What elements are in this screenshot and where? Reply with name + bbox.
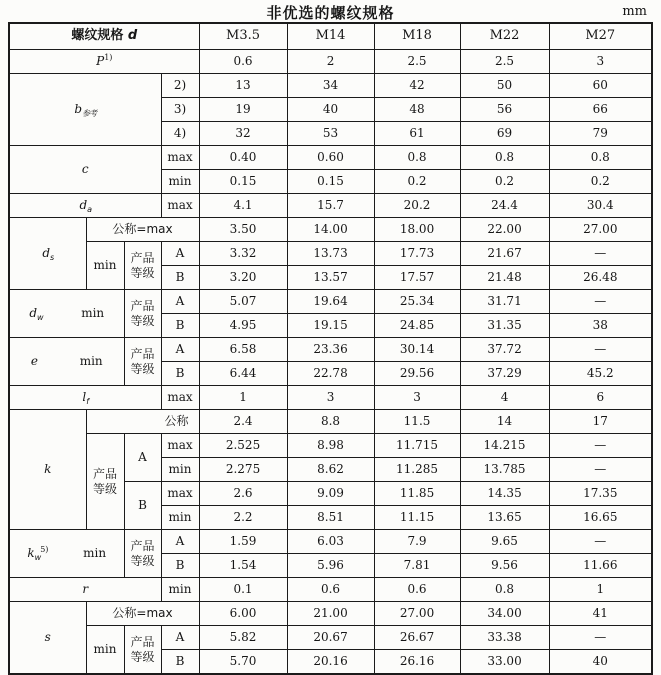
table-cell: 20.67 [287,626,374,650]
table-cell: A [161,338,199,362]
table-cell: — [549,434,652,458]
table-cell: 3.50 [199,218,287,242]
header-cell: 螺纹规格 d [9,23,199,50]
table-row [9,530,652,554]
table-cell: 0.8 [374,146,460,170]
table-cell: 22.78 [287,362,374,386]
table-cell: 61 [374,122,460,146]
table-cell: 21.67 [460,242,549,266]
table-cell: 22.00 [460,218,549,242]
table-cell: 公称=max [86,218,199,242]
table-cell: 24.4 [460,194,549,218]
table-cell: 4.95 [199,314,287,338]
table-cell: 0.2 [374,170,460,194]
table-cell: 9.56 [460,554,549,578]
table-cell: 13.57 [287,266,374,290]
table-cell: 26.67 [374,626,460,650]
header-cell: M22 [460,23,549,50]
table-cell: 2.275 [199,458,287,482]
table-cell: 2) [161,74,199,98]
table-cell: 23.36 [287,338,374,362]
table-cell: 17.35 [549,482,652,506]
unit-label: mm [622,4,647,19]
table-cell: 0.8 [549,146,652,170]
table-cell: A [161,530,199,554]
table-cell: B [161,362,199,386]
table-cell: 29.56 [374,362,460,386]
table-row [9,218,652,242]
table-row [9,338,652,362]
table-cell: max [161,434,199,458]
table-cell: — [549,530,652,554]
table-cell: A [161,242,199,266]
table-cell: 8.62 [287,458,374,482]
table-cell: 产品 等级 [86,434,124,530]
table-cell: 8.51 [287,506,374,530]
page-title: 非优选的螺纹规格 [266,4,395,22]
table-cell: 41 [549,602,652,626]
table-cell: $k_w^{5)}$ min [9,530,124,578]
table-cell: r [9,578,161,602]
table-cell: 17.73 [374,242,460,266]
table-cell: 9.09 [287,482,374,506]
table-cell: 产品 等级 [124,338,161,386]
table-cell: 3.20 [199,266,287,290]
table-cell: 19 [199,98,287,122]
table-cell: 42 [374,74,460,98]
table-row [9,290,652,314]
table-cell: 0.6 [199,50,287,74]
table-cell: 3) [161,98,199,122]
table-cell: — [549,290,652,314]
table-cell: — [549,626,652,650]
table-cell: max [161,146,199,170]
table-cell: A [161,290,199,314]
table-cell: 5.96 [287,554,374,578]
table-row [9,50,652,74]
table-cell: 33.00 [460,650,549,675]
table-cell: 7.81 [374,554,460,578]
table-cell: 1.54 [199,554,287,578]
table-cell: 31.71 [460,290,549,314]
table-cell: B [124,482,161,530]
table-cell: 0.6 [287,578,374,602]
table-cell: min [86,242,124,290]
table-cell: 4.1 [199,194,287,218]
table-cell: 9.65 [460,530,549,554]
table-cell: 21.00 [287,602,374,626]
table-cell: 26.48 [549,266,652,290]
table-cell: 14.35 [460,482,549,506]
table-cell: 2.5 [374,50,460,74]
table-cell: 31.35 [460,314,549,338]
table-cell: 30.4 [549,194,652,218]
thread-spec-table [8,22,653,675]
table-cell: 13 [199,74,287,98]
table-row [9,626,652,650]
table-row [9,602,652,626]
table-cell: 11.715 [374,434,460,458]
table-cell: 2.5 [460,50,549,74]
table-cell: 37.72 [460,338,549,362]
table-cell: max [161,194,199,218]
table-cell: 7.9 [374,530,460,554]
table-cell: 20.16 [287,650,374,675]
table-cell: 0.8 [460,146,549,170]
table-cell: 2.2 [199,506,287,530]
header-cell: M14 [287,23,374,50]
table-cell: A [161,626,199,650]
table-cell: 14.00 [287,218,374,242]
table-cell: $b_{参考}$ [9,74,161,146]
table-cell: max [161,482,199,506]
table-row [9,578,652,602]
table-cell: 1.59 [199,530,287,554]
table-caption-row [0,2,661,22]
table-cell: 24.85 [374,314,460,338]
table-cell: 6.00 [199,602,287,626]
table-cell: A [124,434,161,482]
table-cell: 25.34 [374,290,460,314]
table-cell: 4) [161,122,199,146]
table-cell: $d_a$ [9,194,161,218]
table-cell: 3 [287,386,374,410]
table-cell: $P^{1)}$ [9,50,199,74]
table-cell: $d_w$ min [9,290,124,338]
table-cell: 13.65 [460,506,549,530]
table-row [9,410,652,434]
table-cell: 69 [460,122,549,146]
table-cell: 30.14 [374,338,460,362]
table-cell: 16.65 [549,506,652,530]
table-cell: 37.29 [460,362,549,386]
table-cell: 11.66 [549,554,652,578]
table-cell: B [161,314,199,338]
table-cell: 45.2 [549,362,652,386]
table-row [9,194,652,218]
header-cell: M27 [549,23,652,50]
table-cell: 14 [460,410,549,434]
table-cell: c [9,146,161,194]
table-cell: 34.00 [460,602,549,626]
table-cell: 3.32 [199,242,287,266]
table-cell: 40 [287,98,374,122]
table-cell: 0.60 [287,146,374,170]
table-cell: 66 [549,98,652,122]
table-cell: e min [9,338,124,386]
table-row [9,242,652,266]
table-cell: $d_s$ [9,218,86,290]
table-cell: 8.8 [287,410,374,434]
table-cell: 2.525 [199,434,287,458]
table-cell: 40 [549,650,652,675]
header-cell: M3.5 [199,23,287,50]
table-cell: 4 [460,386,549,410]
table-cell: min [86,626,124,675]
table-cell: 13.785 [460,458,549,482]
table-cell: B [161,554,199,578]
table-cell: 产品 等级 [124,530,161,578]
table-cell: 5.82 [199,626,287,650]
table-cell: 19.64 [287,290,374,314]
table-cell: $l_f$ [9,386,161,410]
table-cell: 11.285 [374,458,460,482]
table-cell: 0.8 [460,578,549,602]
table-cell: 0.15 [199,170,287,194]
table-cell: k [9,410,86,530]
table-cell: 33.38 [460,626,549,650]
table-cell: 产品 等级 [124,626,161,675]
table-cell: 17.57 [374,266,460,290]
table-cell: 0.1 [199,578,287,602]
table-cell: 60 [549,74,652,98]
table-cell: 6 [549,386,652,410]
table-cell: 0.2 [549,170,652,194]
table-cell: 5.07 [199,290,287,314]
table-cell: 公称=max [86,602,199,626]
table-cell: 11.5 [374,410,460,434]
table-cell: 2.6 [199,482,287,506]
table-cell: 27.00 [374,602,460,626]
table-cell: 11.85 [374,482,460,506]
table-cell: 48 [374,98,460,122]
table-cell: 6.58 [199,338,287,362]
table-cell: s [9,602,86,675]
table-cell: 0.6 [374,578,460,602]
table-cell: min [161,506,199,530]
table-cell: 21.48 [460,266,549,290]
table-cell: 14.215 [460,434,549,458]
table-cell: 6.03 [287,530,374,554]
table-row [9,386,652,410]
table-cell: 8.98 [287,434,374,458]
table-cell: — [549,458,652,482]
table-cell: min [161,170,199,194]
table-cell: 3 [549,50,652,74]
table-row [9,23,652,50]
table-cell: 0.40 [199,146,287,170]
table-cell: 38 [549,314,652,338]
table-cell: 17 [549,410,652,434]
table-cell: 3 [374,386,460,410]
table-cell: min [161,458,199,482]
table-cell: 0.15 [287,170,374,194]
table-row [9,434,652,458]
table-cell: 20.2 [374,194,460,218]
table-cell: 13.73 [287,242,374,266]
table-row [9,146,652,170]
table-cell: 26.16 [374,650,460,675]
table-cell: — [549,338,652,362]
table-cell: 18.00 [374,218,460,242]
table-cell: 19.15 [287,314,374,338]
table-cell: 产品 等级 [124,290,161,338]
table-cell: 79 [549,122,652,146]
table-cell: 1 [549,578,652,602]
table-cell: 6.44 [199,362,287,386]
table-cell: B [161,650,199,675]
table-cell: B [161,266,199,290]
table-cell: 56 [460,98,549,122]
table-cell: 15.7 [287,194,374,218]
table-cell: 32 [199,122,287,146]
table-cell: 27.00 [549,218,652,242]
table-cell: 34 [287,74,374,98]
table-cell: 5.70 [199,650,287,675]
table-cell: 2.4 [199,410,287,434]
table-cell: 2 [287,50,374,74]
table-cell: 50 [460,74,549,98]
table-body [9,23,652,674]
table-cell: 0.2 [460,170,549,194]
table-cell: 产品 等级 [124,242,161,290]
table-row [9,74,652,98]
table-cell: min [161,578,199,602]
table-cell: — [549,242,652,266]
table-cell: 1 [199,386,287,410]
table-cell: 53 [287,122,374,146]
table-cell: max [161,386,199,410]
header-cell: M18 [374,23,460,50]
table-cell: 公称 [86,410,199,434]
table-cell: 11.15 [374,506,460,530]
